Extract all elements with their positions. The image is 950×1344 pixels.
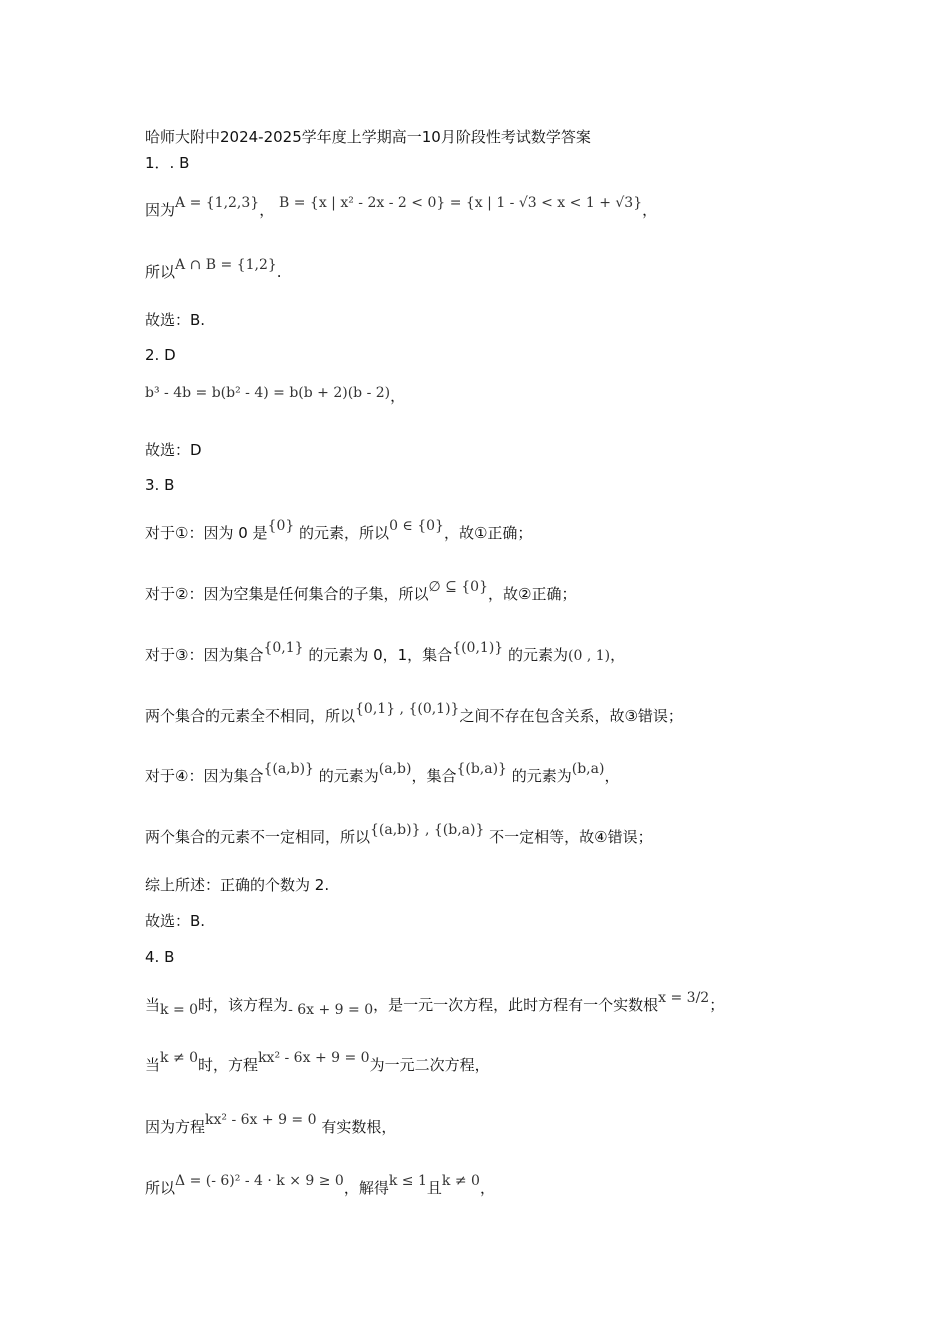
q3-conclusion: 故选：B. <box>145 912 206 930</box>
set-b-formula: B = {x | x² - 2x - 2 < 0} = {x | 1 - √3 < x < 1 + √3} <box>279 195 643 211</box>
q1-conclusion: 故选：B. <box>145 311 206 329</box>
q1-answer-head: 1．. B <box>145 154 190 172</box>
q4-answer-head: 4. B <box>145 948 175 966</box>
q3-item-1: 对于①：因为 0 是{0} 的元素，所以0 ∈ {0}，故①正确； <box>145 518 533 542</box>
q3-item-3-cont: 两个集合的元素全不相同，所以{0,1} , {(0,1)}之间不存在包含关系，故③错误； <box>145 701 683 725</box>
factorization-formula: b³ - 4b = b(b² - 4) = b(b + 2)(b - 2) <box>145 385 391 401</box>
set-a-formula: A = {1,2,3} <box>175 195 260 211</box>
q3-item-3: 对于③：因为集合{0,1} 的元素为 0，1，集合{(0,1)} 的元素为(0 , 1)， <box>145 640 626 664</box>
q2-conclusion: 故选：D <box>145 441 202 459</box>
q3-answer-head: 3. B <box>145 476 175 494</box>
q3-item-4-cont: 两个集合的元素不一定相同，所以{(a,b)} , {(b,a)} 不一定相等，故④错误； <box>145 822 653 846</box>
q3-summary: 综上所述：正确的个数为 2. <box>145 876 330 894</box>
q4-line-1: 当k = 0时，该方程为- 6x + 9 = 0，是一元一次方程，此时方程有一个实数根x = 3/2； <box>145 990 725 1018</box>
q2-answer-head: 2. D <box>145 346 176 364</box>
q4-line-2: 当k ≠ 0时，方程kx² - 6x + 9 = 0为一元二次方程， <box>145 1050 490 1074</box>
page-title: 哈师大附中2024-2025学年度上学期高一10月阶段性考试数学答案 <box>145 128 591 146</box>
q1-line-1: 因为A = {1,2,3}， B = {x | x² - 2x - 2 < 0} = {x | 1 - √3 < x < 1 + √3}， <box>145 195 658 219</box>
q2-line-1: b³ - 4b = b(b² - 4) = b(b + 2)(b - 2)， <box>145 385 406 405</box>
discriminant-formula: Δ = (- 6)² - 4 · k × 9 ≥ 0 <box>175 1173 344 1189</box>
q1-line-2: 所以A ∩ B = {1,2}. <box>145 257 282 281</box>
q4-line-3: 因为方程kx² - 6x + 9 = 0 有实数根， <box>145 1112 397 1136</box>
root-fraction: x = 3/2 <box>658 990 710 1006</box>
q4-line-4: 所以Δ = (- 6)² - 4 · k × 9 ≥ 0，解得k ≤ 1且k ≠ 0， <box>145 1173 495 1197</box>
intersection-formula: A ∩ B = {1,2} <box>175 257 277 273</box>
q3-item-2: 对于②：因为空集是任何集合的子集，所以∅ ⊆ {0}，故②正确； <box>145 579 577 603</box>
q3-item-4: 对于④：因为集合{(a,b)} 的元素为(a,b)，集合{(b,a)} 的元素为(b,a)， <box>145 761 620 785</box>
